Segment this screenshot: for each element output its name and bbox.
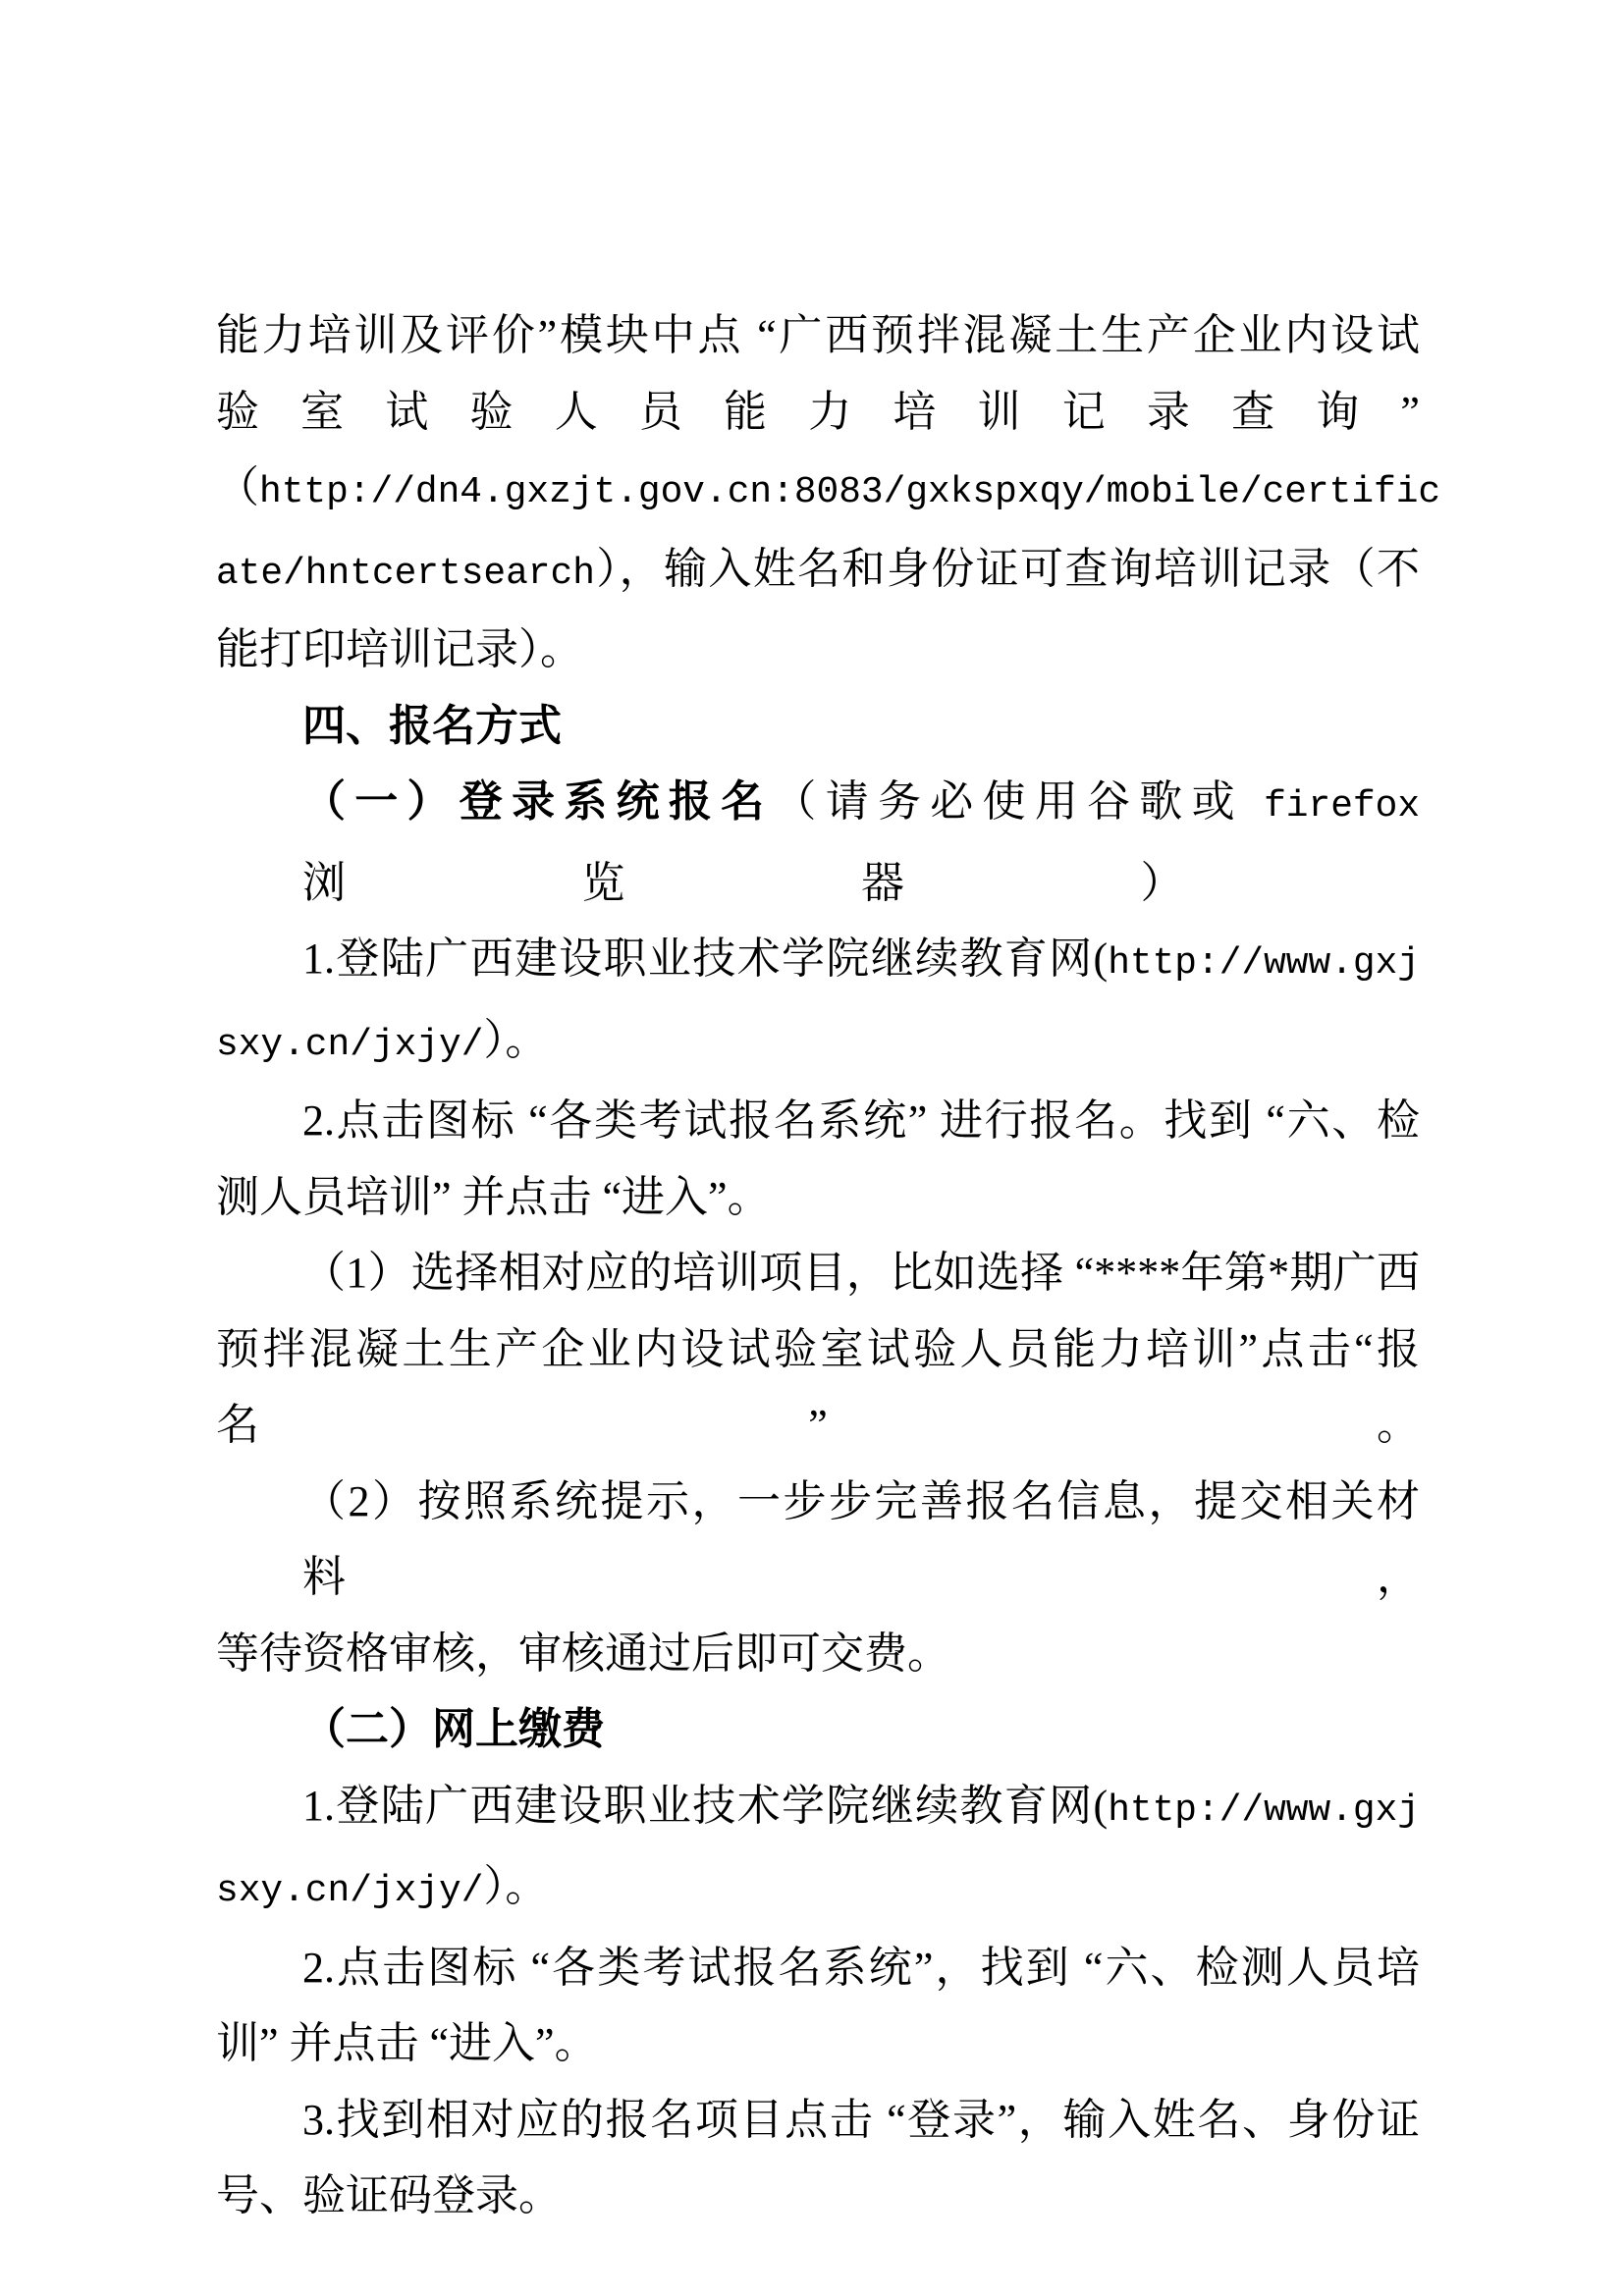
section-heading: 四、报名方式: [302, 701, 562, 750]
body-text: （请务必使用谷歌或: [773, 777, 1265, 826]
text-line: [216, 1464, 1420, 1616]
spread-char: 查: [1231, 387, 1275, 436]
spread-char: 力: [808, 387, 852, 436]
body-text: 等待资格审核，审核通过后即可交费。: [216, 1629, 950, 1678]
url-text: http://www.gxj: [1108, 942, 1420, 985]
document-body: [216, 297, 1441, 2234]
body-text: （: [216, 463, 259, 511]
url-text: ate/hntcertsearch: [216, 552, 595, 595]
section-heading: （二）网上缴费: [302, 1705, 605, 1753]
body-text: 能打印培训记录）。: [216, 625, 583, 673]
body-text: 2.点击图标 “各类考试报名系统” 进行报名。找到 “六、检: [302, 1096, 1420, 1145]
body-text: 1.登陆广西建设职业技术学院继续教育网(: [302, 1781, 1109, 1830]
text-line: [216, 1002, 1420, 1084]
url-text: firefox: [1264, 785, 1421, 828]
body-text: （2）按照系统提示，一步步完善报名信息，提交相关材料，: [302, 1476, 1420, 1601]
body-text: 训” 并点击 “进入”。: [216, 2019, 598, 2067]
text-line: [216, 2005, 1420, 2082]
url-text: sxy.cn/jxjy/: [216, 1023, 484, 1066]
text-line: [216, 1930, 1420, 2006]
spread-char: 能: [724, 387, 768, 436]
spread-char: 录: [1146, 387, 1190, 436]
spread-char: ”: [1400, 387, 1420, 436]
spread-char: 验: [469, 387, 514, 436]
spread-char: 训: [977, 387, 1021, 436]
spread-char: 询: [1316, 387, 1360, 436]
text-line: [216, 2158, 1420, 2234]
body-text: 浏览器）: [302, 858, 1420, 907]
body-text: 能力培训及评价”模块中点 “广西预拌混凝土生产企业内设试: [216, 311, 1420, 359]
body-text: 预拌混凝土生产企业内设试验室试验人员能力培训”点击“报名”。: [216, 1324, 1420, 1449]
body-text: 测人员培训” 并点击 “进入”。: [216, 1172, 771, 1221]
spread-char: 人: [554, 387, 598, 436]
spread-char: 试: [385, 387, 429, 436]
text-line: [216, 1848, 1420, 1930]
section-heading: （一）登录系统报名: [302, 777, 774, 826]
url-text: sxy.cn/jxjy/: [216, 1870, 484, 1912]
spread-char: 培: [893, 387, 937, 436]
text-line: [216, 374, 1420, 451]
body-text: ），输入姓名和身份证可查询培训记录（不: [594, 544, 1420, 593]
text-line: [216, 612, 1420, 688]
body-text: （1）选择相对应的培训项目，比如选择 “****年第*期广西: [302, 1249, 1420, 1297]
text-line: [216, 1235, 1420, 1311]
body-text: 2.点击图标 “各类考试报名系统”，找到 “六、检测人员培: [302, 1943, 1420, 1992]
body-text: 1.登陆广西建设职业技术学院继续教育网(: [302, 934, 1109, 983]
body-text: ）。: [483, 1862, 549, 1910]
text-line: [216, 688, 1420, 765]
body-text: 号、验证码登录。: [216, 2171, 562, 2219]
text-line: [216, 1311, 1420, 1464]
url-text: http://www.gxj: [1108, 1789, 1420, 1832]
spread-char: 员: [638, 387, 682, 436]
text-line: [216, 1691, 1420, 1768]
text-line: [216, 764, 1420, 921]
spread-char: 室: [300, 387, 345, 436]
text-line: [216, 1768, 1420, 1849]
text-line: [216, 921, 1420, 1002]
spread-char: 验: [216, 387, 259, 436]
text-line: [216, 450, 1441, 531]
text-line: [216, 1083, 1420, 1159]
url-text: http://dn4.gxzjt.gov.cn:8083/gxkspxqy/mobile/certific: [259, 471, 1441, 513]
text-line: [216, 531, 1420, 613]
text-line: [216, 1159, 1420, 1236]
body-text: 3.找到相对应的报名项目点击 “登录”，输入姓名、身份证: [302, 2095, 1420, 2144]
body-text: ）。: [483, 1015, 549, 1064]
text-line: [216, 1616, 1420, 1692]
text-line: [216, 2082, 1420, 2159]
text-line: [216, 297, 1420, 374]
spread-char: 记: [1061, 387, 1106, 436]
